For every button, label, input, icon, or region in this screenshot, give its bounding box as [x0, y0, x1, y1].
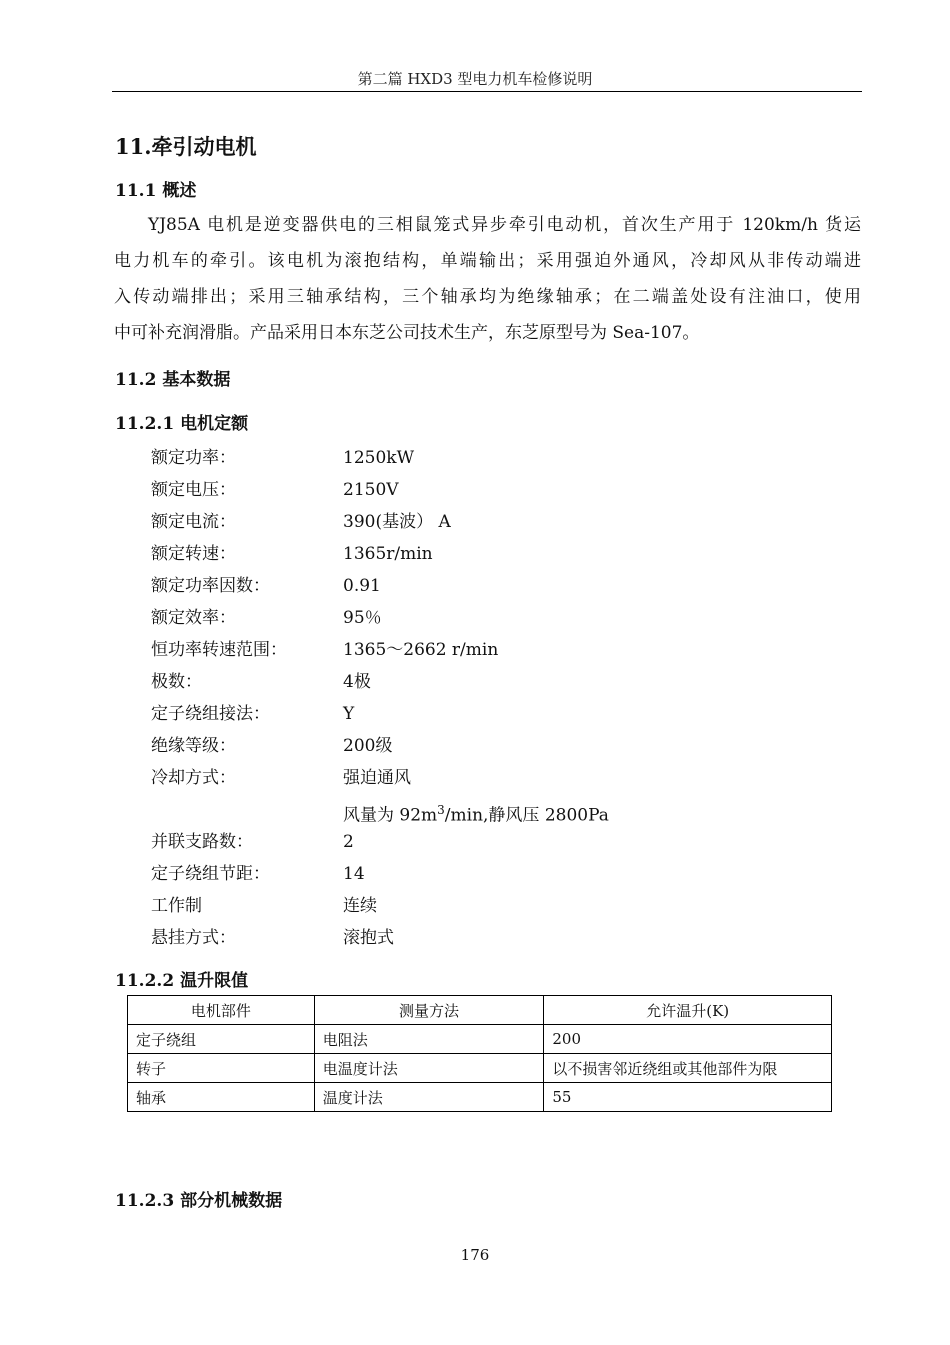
table-row [128, 1083, 832, 1112]
spec-value: 0.91 [343, 576, 381, 596]
spec-row [151, 570, 751, 602]
spec-row [151, 442, 751, 474]
overview-paragraph [114, 207, 861, 351]
spec-label: 悬挂方式： [151, 928, 236, 948]
spec-value: 4极 [343, 672, 371, 692]
table-cell: 定子绕组 [128, 1025, 315, 1054]
spec-label: 恒功率转速范围： [151, 640, 287, 660]
spec-value: 1250kW [343, 448, 415, 468]
superscript: 3 [437, 803, 445, 817]
table-cell: 以不损害邻近绕组或其他部件为限 [544, 1054, 832, 1083]
spec-label: 绝缘等级： [151, 736, 236, 756]
paragraph-line: 中可补充润滑脂。产品采用日本东芝公司技术生产，东芝原型号为 Sea-107。 [114, 323, 700, 343]
spec-value: 95％ [343, 608, 382, 628]
spec-value: 滚抱式 [343, 928, 394, 948]
spec-label: 额定电流： [151, 512, 236, 532]
spec-row [151, 474, 751, 506]
airflow-text: 风量为 92m [343, 805, 438, 826]
table-cell: 55 [544, 1083, 832, 1112]
spec-value: 200级 [343, 736, 393, 756]
spec-value: 1365r/min [343, 544, 433, 564]
table-row [128, 1054, 832, 1083]
paragraph-line: YJ85A 电机是逆变器供电的三相鼠笼式异步牵引电动机，首次生产用于 120km/h 货运 [148, 215, 861, 235]
table-header-row [128, 996, 832, 1025]
spec-value: 390(基波） A [343, 512, 451, 532]
spec-row [151, 890, 751, 922]
table-cell: 转子 [128, 1054, 315, 1083]
spec-value: 1365～2662 r/min [343, 640, 499, 660]
spec-label: 并联支路数： [151, 832, 253, 852]
section-title: 11.牵引动电机 [115, 134, 257, 159]
table-cell: 电阻法 [314, 1025, 544, 1054]
column-header: 测量方法 [314, 996, 544, 1025]
heading-11-1: 11.1 概述 [115, 181, 197, 201]
paragraph-line: 电力机车的牵引。该电机为滚抱结构，单端输出；采用强迫外通风，冷却风从非传动端进 [114, 251, 861, 271]
spec-row [151, 762, 751, 794]
heading-11-2-2: 11.2.2 温升限值 [115, 971, 249, 991]
spec-value: 2 [343, 832, 354, 852]
spec-row [151, 634, 751, 666]
page-number: 176 [460, 1246, 490, 1264]
spec-row [151, 858, 751, 890]
table-cell: 轴承 [128, 1083, 315, 1112]
spec-value: 强迫通风 [343, 768, 411, 788]
spec-row [151, 698, 751, 730]
spec-label: 极数： [151, 672, 202, 692]
spec-row [151, 826, 751, 858]
table-cell: 温度计法 [314, 1083, 544, 1112]
spec-row [151, 538, 751, 570]
spec-row [151, 602, 751, 634]
spec-row [151, 794, 751, 826]
spec-value: 2150V [343, 480, 399, 500]
spec-value: 连续 [343, 896, 377, 916]
paragraph-line: 入传动端排出；采用三轴承结构，三个轴承均为绝缘轴承；在二端盖处设有注油口，使用 [114, 287, 861, 307]
spec-row [151, 506, 751, 538]
heading-11-2-3: 11.2.3 部分机械数据 [115, 1191, 283, 1211]
column-header: 电机部件 [128, 996, 315, 1025]
table-cell: 200 [544, 1025, 832, 1054]
spec-label: 额定电压： [151, 480, 236, 500]
spec-label: 额定功率因数： [151, 576, 270, 596]
heading-11-2: 11.2 基本数据 [115, 370, 231, 390]
spec-label: 定子绕组节距： [151, 864, 270, 884]
spec-label: 额定功率： [151, 448, 236, 468]
spec-row [151, 666, 751, 698]
spec-label: 工作制 [151, 896, 202, 916]
spec-value: Y [343, 704, 355, 724]
airflow-text: /min,静风压 2800Pa [444, 805, 609, 826]
spec-label: 冷却方式： [151, 768, 236, 788]
spec-row [151, 922, 751, 954]
table-cell: 电温度计法 [314, 1054, 544, 1083]
spec-value: 14 [343, 864, 365, 884]
table-row [128, 1025, 832, 1054]
spec-label: 额定转速： [151, 544, 236, 564]
header-rule [112, 91, 862, 92]
temperature-rise-table [127, 995, 832, 1112]
column-header: 允许温升(K) [544, 996, 832, 1025]
spec-label: 定子绕组接法： [151, 704, 270, 724]
spec-row [151, 730, 751, 762]
spec-label: 额定效率： [151, 608, 236, 628]
heading-11-2-1: 11.2.1 电机定额 [115, 414, 249, 434]
running-header: 第二篇 HXD3 型电力机车检修说明 [357, 70, 593, 88]
